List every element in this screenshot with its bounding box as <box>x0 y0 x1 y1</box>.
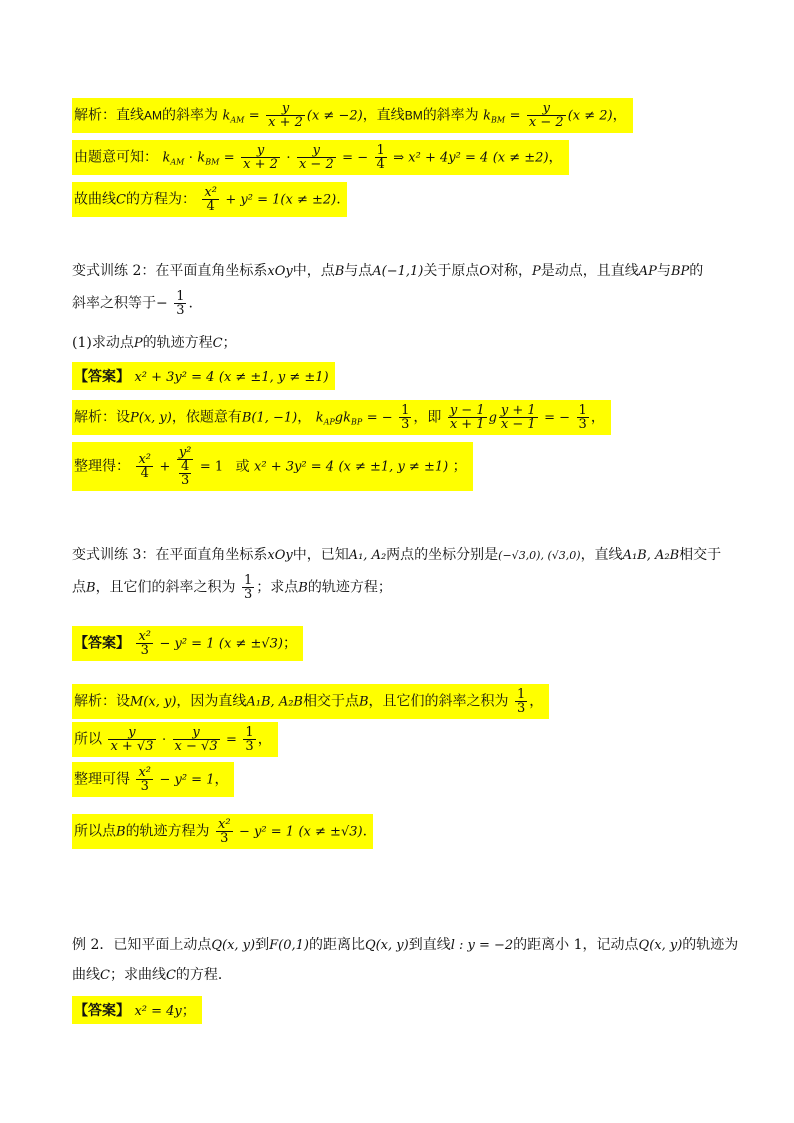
text: 的斜率为 <box>422 107 479 124</box>
analysis-3-line-4: 所以点B的轨迹方程为 $\frac{\text{x²}}{3}$ − y² = 1 (x ≠ ±√3). <box>72 814 373 849</box>
math-sub: AM <box>230 115 245 125</box>
example-2-line-1: 例 2．已知平面上动点Q(x, y)到F(0,1)的距离比Q(x, y)到直线l : y = −2的距离小 1，记动点Q(x, y)的轨迹为 <box>72 937 739 953</box>
variant-3-line-1: 变式训练 3：在平面直角坐标系xOy中，已知A₁, A₂两点的坐标分别是(−√3,0), (√3,0)，直线A₁B, A₂B相交于 <box>72 547 722 563</box>
analysis-3-line-3: 整理可得 $\frac{\text{x²}}{3}$ − y² = 1， <box>72 762 234 797</box>
variant-2-line-2: 斜率之积等于− $\frac{1}{3}$ . <box>72 289 193 318</box>
text: BM <box>404 108 423 123</box>
fraction: $\frac{y}{x - 2}$ <box>528 101 564 130</box>
analysis-1-line-1: 解析：直线AM的斜率为 $k_{AM}$ = $\frac{y}{x + 2}$ (x ≠ −2)，直线BM的斜率为 $k_{BM}$ = $\frac{y}{x - 2}$ (x ≠ 2)， <box>72 98 633 133</box>
analysis-1-line-2: 由题意可知： $k_{AM} \cdot k_{BM}$ = $\frac{y}{x + 2}$ · $\frac{y}{x - 2}$ = − $\frac{1}{4}$ ⇒ x² + 4y² = 4 (x ≠ ±2)， <box>72 140 569 175</box>
variant-2-line-1: 变式训练 2：在平面直角坐标系xOy中，点B与点A(−1,1)关于原点O对称，P是动点，且直线AP与BP的 <box>72 263 704 279</box>
fraction: $\frac{y}{x + 2}$ <box>268 101 303 130</box>
math: k <box>222 108 231 124</box>
answer-4: 【答案】 x² = 4y； <box>72 996 202 1024</box>
math: (x ≠ 2) <box>567 108 613 124</box>
math: ⇒ x² + 4y² = 4 <box>393 150 489 166</box>
text: 由题意可知： <box>74 149 158 166</box>
analysis-3-line-1: 解析：设M(x, y)，因为直线A₁B, A₂B相交于点B，且它们的斜率之积为 $\frac{1}{3}$ ， <box>72 684 549 719</box>
math-sub: BM <box>491 115 506 125</box>
math: k <box>483 108 492 124</box>
math: (x ≠ ±2) <box>492 150 549 166</box>
text: 故曲线 <box>74 191 116 208</box>
analysis-2-line-2: 整理得： $\frac{\text{x²}}{4}$ + $\frac{\text{y²}}{\frac{4}{3}}$ = 1 或 x² + 3y² = 4 (x ≠ ±1, y ≠ ±1) ； <box>72 442 473 491</box>
answer-label: 【答案】 <box>74 369 130 385</box>
variant-3-line-2: 点B，且它们的斜率之积为 $\frac{1}{3}$ ；求点B的轨迹方程； <box>72 573 392 602</box>
analysis-1-line-3: 故曲线C的方程为： $\frac{\text{x²}}{4}$ + y² = 1(x ≠ ±2). <box>72 182 347 217</box>
text: ， <box>612 107 627 124</box>
text: 解析：直线 <box>74 107 144 124</box>
answer-3: 【答案】 $\frac{\text{x²}}{3}$ − y² = 1 (x ≠ ±√3)； <box>72 626 303 661</box>
text: AM <box>144 108 162 123</box>
text: ，直线 <box>362 107 405 124</box>
analysis-2-line-1: 解析：设P(x, y)，依题意有B(1, −1)， $k_{AP}gk_{BP}$ = − $\frac{1}{3}$ ，即 $\frac{y - 1}{x + 1}$ g $\frac{y + 1}{x - 1}$ = − $\frac{1}{3}$ ， <box>72 400 611 435</box>
example-2-line-2: 曲线C；求曲线C的方程． <box>72 967 232 983</box>
math: + y² = 1(x ≠ ±2) <box>225 192 337 208</box>
variant-2-line-3: (1)求动点P的轨迹方程C； <box>72 335 237 351</box>
answer-2: 【答案】 x² + 3y² = 4 (x ≠ ±1, y ≠ ±1) <box>72 362 335 390</box>
analysis-3-line-2: 所以 $\frac{y}{x + √3}$ · $\frac{y}{x - √3}$ = $\frac{1}{3}$ ， <box>72 722 278 757</box>
math: (x ≠ −2) <box>306 108 363 124</box>
text: 的斜率为 <box>162 107 218 124</box>
